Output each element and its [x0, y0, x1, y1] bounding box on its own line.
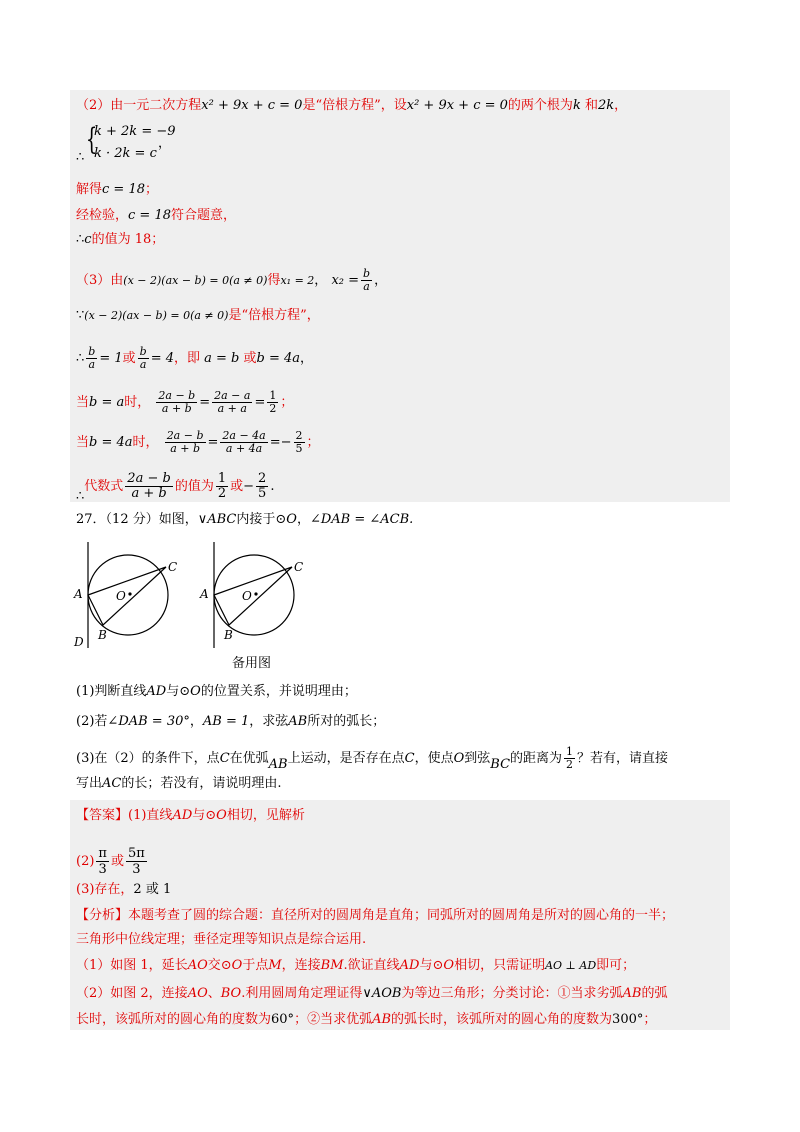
- part3-line5: 当b = 4a时， $\frac{2a - b}{a + b}$ = $\frac{2a - 4a}{a + 4a}$ =− $\frac{2}{5}$ ；: [76, 429, 320, 455]
- part2-line4: [76, 206, 236, 226]
- text: 解得: [76, 182, 103, 197]
- fraction: [126, 846, 147, 877]
- text: ？若有，请直接: [577, 751, 669, 766]
- denominator: a: [139, 358, 147, 371]
- answer-values: 2 或 1: [133, 882, 172, 897]
- text: 代数式: [84, 479, 124, 494]
- text: 长时，该弧所对的圆心角的度数为: [76, 1012, 272, 1027]
- label-o: O: [242, 589, 252, 603]
- point-c: C: [219, 751, 230, 766]
- circle-o: ⊙O: [179, 684, 201, 699]
- fraction: [138, 346, 149, 371]
- text: ，: [374, 273, 388, 288]
- label-c: C: [294, 560, 304, 574]
- text: 的弧长时，该弧所对的圆心角的度数为: [391, 1012, 613, 1027]
- perpendicular-relation: AO ⊥ AD: [545, 959, 597, 972]
- line-ad: AD: [146, 684, 167, 699]
- denominator: 3: [98, 862, 107, 877]
- point-m: M: [268, 958, 282, 973]
- denominator: a + a: [217, 402, 247, 415]
- fraction: [294, 430, 305, 455]
- numerator: 2a − b: [166, 429, 204, 442]
- label-d: D: [74, 635, 84, 649]
- segment-ao: AO: [187, 958, 208, 973]
- label-a: A: [200, 587, 209, 601]
- part3-line2: [76, 306, 320, 326]
- numerator: 2a − 4a: [222, 429, 266, 442]
- text: (3)在（2）的条件下，点: [76, 751, 220, 766]
- segment-bm: BM: [320, 958, 344, 973]
- numerator: 5π: [127, 846, 145, 861]
- text: 相切，只需证明: [454, 958, 546, 973]
- text: （2）如图 2，连接: [76, 986, 188, 1001]
- text: 或: [230, 479, 244, 494]
- chord-ab: AB: [288, 714, 308, 729]
- denominator: a + 4a: [225, 442, 263, 455]
- fraction: [156, 390, 197, 415]
- text: 是“倍根方程”，: [228, 308, 320, 323]
- subquestion-3-line1: [76, 746, 668, 775]
- numerator: 2a − b: [127, 471, 171, 486]
- point-o: O: [453, 751, 465, 766]
- system-eq1: k + 2k = −9: [94, 124, 176, 139]
- answer-tag: 【答案】: [76, 808, 129, 823]
- figure-main: [70, 538, 190, 653]
- segment-ac: AC: [102, 776, 122, 791]
- analysis-line3: [76, 956, 635, 976]
- text: (2): [76, 854, 95, 869]
- subquestion-2: [76, 712, 385, 732]
- equation: b = 4a: [256, 351, 301, 366]
- segment-ao: AO: [187, 986, 208, 1001]
- text: 或: [243, 351, 257, 366]
- part2-line5: [76, 230, 164, 250]
- text: 27．（12 分）如图，: [76, 512, 198, 527]
- text: 内接于: [236, 512, 276, 527]
- denominator: a + b: [161, 402, 192, 415]
- text: 的弧: [641, 986, 668, 1001]
- numerator: 1: [217, 471, 227, 486]
- equation: a = b: [204, 351, 240, 366]
- center-point: [128, 592, 131, 595]
- text: （3）由: [76, 273, 124, 288]
- numerator: 2a − b: [158, 389, 196, 402]
- text: 和: [584, 98, 598, 113]
- angle-300: 300°: [612, 1012, 644, 1027]
- denominator: 5: [295, 442, 303, 455]
- analysis-line2: 三角形中位线定理；垂径定理等知识点是综合运用.: [76, 932, 367, 947]
- text: 相切，见解析: [226, 808, 305, 823]
- text: 上运动，是否存在点: [287, 751, 405, 766]
- equation: x² + 9x + c = 0: [201, 98, 303, 113]
- text: 到弦: [464, 751, 491, 766]
- denominator: 2: [217, 486, 227, 501]
- part3-line4: 当b = a时， $\frac{2a - b}{a + b}$ = $\frac{2a - a}{a + a}$ = $\frac{1}{2}$ ；: [76, 389, 294, 415]
- text: 或: [122, 351, 136, 366]
- equation: x² + 9x + c = 0: [406, 98, 508, 113]
- text: ；: [145, 182, 159, 197]
- equation: b = 4a: [89, 435, 133, 450]
- numerator: 2a − a: [214, 389, 251, 402]
- text: （1）如图 1，延长: [76, 958, 188, 973]
- subquestion-1: [76, 682, 357, 702]
- equation: b = a: [89, 395, 125, 410]
- text: 的长；若没有，请说明理由.: [121, 776, 282, 791]
- text: ；②当求优弧: [294, 1012, 373, 1027]
- text: （2）由一元二次方程: [76, 98, 202, 113]
- numerator: 1: [566, 745, 574, 758]
- text: (3)存在，: [76, 882, 134, 897]
- equation: c = 18: [102, 182, 145, 197]
- fraction: [165, 430, 206, 455]
- text: 的两个根为: [507, 98, 573, 113]
- text: ，: [314, 273, 328, 288]
- text: .: [270, 479, 275, 494]
- equation: = 1: [99, 351, 123, 366]
- fraction: [125, 472, 173, 501]
- equation: ∠DAB = 30°: [107, 714, 190, 729]
- denominator: 3: [132, 862, 141, 877]
- text: 经检验，: [76, 208, 129, 223]
- text: ；: [280, 395, 294, 410]
- circle-o: ⊙O: [205, 808, 227, 823]
- fraction: [256, 472, 268, 501]
- arc-ab: AB: [372, 1012, 392, 1027]
- text: 的距离为: [510, 751, 563, 766]
- text: (1)判断直线: [76, 684, 147, 699]
- text: ，即: [173, 351, 200, 366]
- label-o: O: [116, 589, 126, 603]
- text: ；: [643, 1012, 657, 1027]
- text: 的值为: [174, 479, 214, 494]
- figure-backup: [196, 538, 316, 653]
- part3-line6: [76, 472, 274, 507]
- text: 所对的弧长；: [307, 714, 386, 729]
- denominator: a + b: [131, 486, 167, 501]
- text: (2)若: [76, 714, 108, 729]
- text: 或: [110, 854, 124, 869]
- center-point: [254, 592, 257, 595]
- chord-bc: BC: [490, 757, 511, 772]
- equation: = 4: [150, 351, 174, 366]
- root-x1: x₁ = 2: [280, 274, 315, 287]
- numerator: b: [363, 267, 371, 280]
- fraction: [86, 346, 97, 371]
- text: 与: [192, 808, 206, 823]
- text: 时，: [124, 395, 151, 410]
- fraction: [216, 472, 228, 501]
- equation: c = 18: [128, 208, 171, 223]
- label-c: C: [168, 560, 178, 574]
- denominator: 2: [566, 758, 574, 771]
- point-c: C: [404, 751, 415, 766]
- fraction-b-over-a: [361, 268, 372, 293]
- answer-line1: [76, 806, 305, 826]
- text: ，连接: [281, 958, 321, 973]
- therefore-symbol: ∴: [76, 150, 85, 165]
- numerator: b: [88, 345, 96, 358]
- equation: (x − 2)(ax − b) = 0(a ≠ 0): [123, 274, 268, 287]
- text: ，使点: [414, 751, 454, 766]
- circle-o: ⊙O: [275, 512, 297, 527]
- text: ，: [189, 714, 203, 729]
- triangle-abc: [214, 567, 292, 625]
- text: ，: [614, 98, 628, 113]
- text: ，: [300, 351, 314, 366]
- numerator: π: [98, 846, 107, 861]
- analysis-tag: 【分析】: [76, 908, 129, 923]
- angle-equation: ∠DAB = ∠ACB.: [309, 512, 414, 527]
- fraction: [96, 846, 109, 877]
- answer-line3: [76, 880, 171, 900]
- label-a: A: [74, 587, 83, 601]
- circle-o: ⊙O: [220, 958, 243, 973]
- text: 是“倍根方程”，设: [302, 98, 407, 113]
- numerator: 2: [295, 429, 303, 442]
- text: 得: [267, 273, 281, 288]
- var-k: k: [572, 98, 581, 113]
- because-symbol: ∵: [76, 308, 85, 323]
- text: 的位置关系，并说明理由；: [200, 684, 357, 699]
- text: 当: [76, 395, 90, 410]
- text: ，: [296, 512, 310, 527]
- analysis-line5: [76, 1010, 656, 1030]
- subquestion-3-line2: [76, 774, 282, 794]
- arc-ab: AB: [622, 986, 642, 1001]
- fraction: [220, 430, 267, 455]
- text: 、: [207, 986, 221, 1001]
- part3-line1: [76, 268, 387, 293]
- text: 符合题意，: [171, 208, 237, 223]
- denominator: a: [363, 280, 370, 293]
- numerator: 1: [269, 389, 277, 402]
- denominator: a + b: [170, 442, 200, 455]
- text: 在优弧: [229, 751, 269, 766]
- system-eq2: k · 2k = c: [94, 146, 157, 161]
- segment-bo: BO: [220, 986, 242, 1001]
- text: 为等边三角形；分类讨论：①当求劣弧: [401, 986, 623, 1001]
- part2-line3: [76, 180, 158, 200]
- text: ，求弦: [249, 714, 289, 729]
- text: 于点: [242, 958, 269, 973]
- figure-caption: 备用图: [232, 656, 272, 671]
- fraction-half: [564, 746, 575, 771]
- arc-ab: AB: [268, 757, 288, 772]
- text: 与: [419, 958, 433, 973]
- angle-60: 60°: [271, 1012, 295, 1027]
- text: 本题考查了圆的综合题：直径所对的圆周角是直角；同弧所对的圆周角是所对的圆心角的一半；: [128, 908, 675, 923]
- circle-o: ⊙O: [432, 958, 455, 973]
- denominator: a: [88, 358, 96, 371]
- label-b: B: [98, 628, 107, 642]
- part3-line3: [76, 346, 313, 371]
- numerator: 2: [258, 471, 267, 486]
- fraction: [267, 390, 278, 415]
- text: 时，: [132, 435, 159, 450]
- text: .欲证直线: [343, 958, 400, 973]
- circle-o: [88, 555, 168, 635]
- label-b: B: [224, 628, 233, 642]
- analysis-line4: [76, 984, 667, 1004]
- therefore-symbol: ∴: [76, 351, 85, 366]
- text: 交: [207, 958, 221, 973]
- triangle-abc: [88, 567, 166, 625]
- line-ad: AD: [172, 808, 193, 823]
- text: (1)直线: [128, 808, 173, 823]
- part2-line1: [76, 96, 627, 116]
- line-ad: AD: [399, 958, 420, 973]
- equation: (x − 2)(ax − b) = 0(a ≠ 0): [84, 309, 229, 322]
- left-brace: {: [85, 122, 98, 157]
- denominator: 2: [269, 402, 277, 415]
- triangle-aob: ∨AOB: [362, 986, 402, 1001]
- answer-line2: [76, 846, 149, 877]
- root-x2: x₂ =: [331, 273, 360, 288]
- therefore-symbol: ∴: [76, 489, 85, 504]
- text: 的值为 18；: [91, 232, 165, 247]
- text: .利用圆周角定理证得: [241, 986, 363, 1001]
- fraction: [212, 390, 252, 415]
- equation: AB = 1: [202, 714, 250, 729]
- therefore-symbol: ∴: [76, 232, 85, 247]
- text: 与: [166, 684, 180, 699]
- var-c: c: [84, 232, 92, 247]
- triangle-abc: ∨ABC: [197, 512, 237, 527]
- text: 即可；: [596, 958, 636, 973]
- denominator: 5: [258, 486, 267, 501]
- question-27-heading: [76, 510, 413, 530]
- circle-o: [214, 555, 294, 635]
- var-2k: 2k: [597, 98, 615, 113]
- system-comma: ，: [158, 136, 172, 151]
- text: 当: [76, 435, 90, 450]
- text: 写出: [76, 776, 103, 791]
- text: ；: [306, 435, 320, 450]
- numerator: b: [139, 345, 147, 358]
- analysis-line1: [76, 906, 674, 926]
- minus-sign: −: [243, 479, 255, 494]
